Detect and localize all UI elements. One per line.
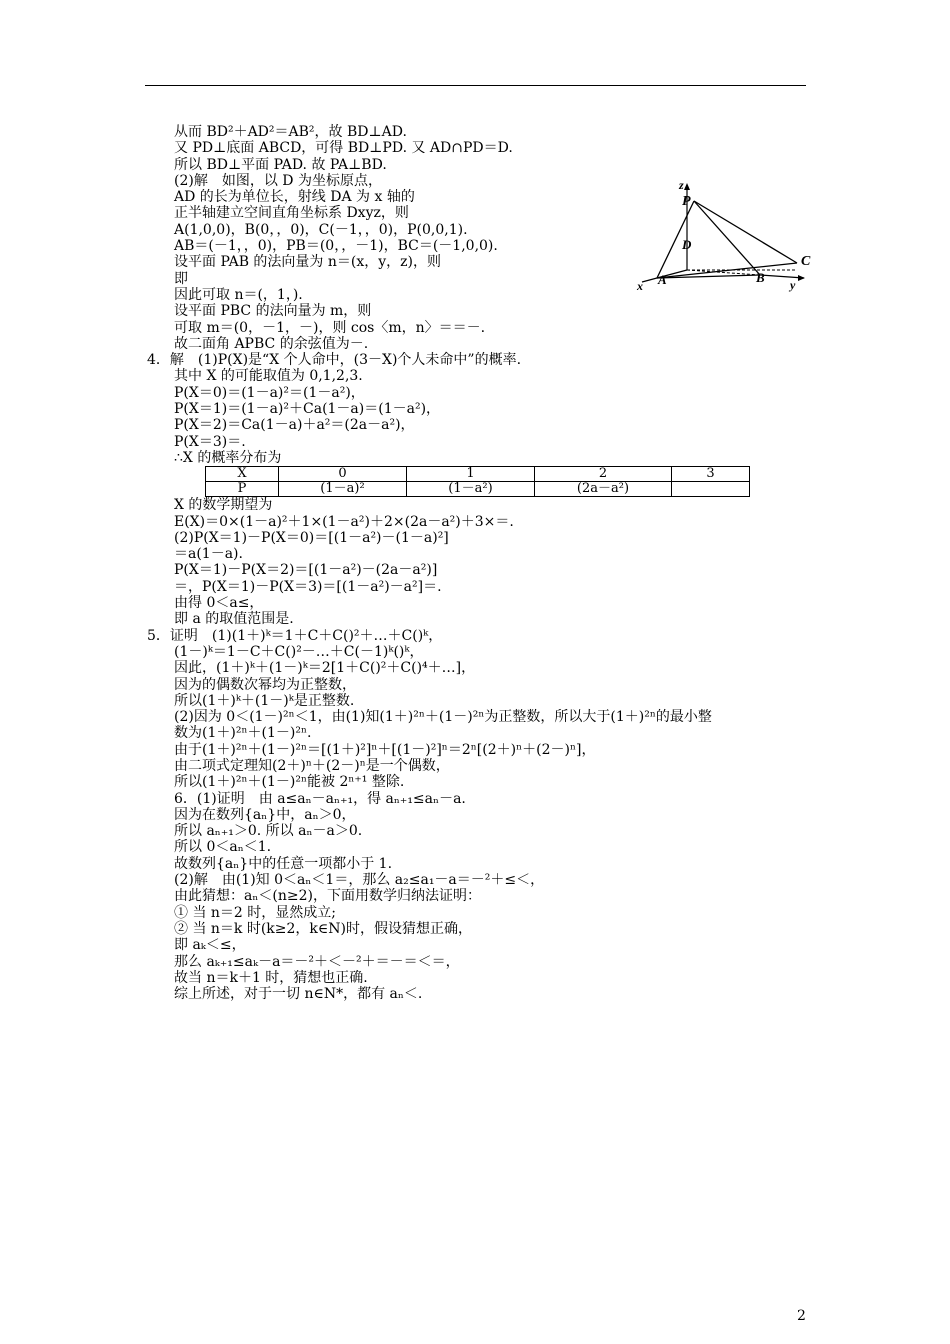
table-cell: P: [206, 482, 279, 497]
text-line: 其中 X 的可能取值为 0,1,2,3.: [174, 368, 363, 385]
table-cell: (2a－a²): [535, 482, 672, 497]
table-cell: (1－a)²: [279, 482, 407, 497]
question-5-heading: 5．证明 (1)(1＋)ᵏ＝1＋C＋C()²＋…＋C()ᵏ，: [147, 627, 443, 644]
label-x: x: [637, 279, 643, 293]
text-line: E(X)＝0×(1－a)²＋1×(1－a²)＋2×(2a－a²)＋3×＝.: [174, 513, 514, 530]
question-4-heading: 4．解 (1)P(X)是“X 个人命中，(3－X)个人未命中”的概率.: [147, 352, 522, 369]
y-arrow-icon: [798, 275, 805, 281]
table-cell: 2: [535, 467, 672, 482]
text-line: P(X＝3)＝.: [174, 433, 246, 450]
text-line: 所以 0＜aₙ＜1.: [174, 839, 272, 856]
text-line: 数为(1＋)²ⁿ＋(1－)²ⁿ.: [174, 725, 312, 742]
text-line: P(X＝1)＝(1－a)²＋Ca(1－a)＝(1－a²)，: [174, 401, 441, 418]
edge-PB: [694, 201, 760, 275]
text-line: 因此，(1＋)ᵏ＋(1－)ᵏ＝2[1＋C()²＋C()⁴＋…]，: [174, 660, 476, 677]
text-line: ＝，P(X＝1)－P(X＝3)＝[(1－a²)－a²]＝.: [174, 578, 442, 595]
text-line: 从而 BD²＋AD²＝AB²，故 BD⊥AD.: [174, 124, 407, 140]
text-line: 所以 aₙ₊₁＞0. 所以 aₙ－a＞0.: [174, 823, 363, 840]
text-line: 即 aₖ＜≤，: [174, 937, 246, 954]
table-row: [206, 467, 750, 482]
text-line: 所以(1＋)ᵏ＋(1－)ᵏ是正整数.: [174, 692, 355, 709]
table-cell: 1: [407, 467, 535, 482]
text-line: 即: [174, 270, 188, 287]
text-line: P(X＝0)＝(1－a)²＝(1－a²)，: [174, 384, 365, 401]
text-line: ② 当 n＝k 时(k≥2，k∈N)时，假设猜想正确，: [174, 920, 472, 937]
text-line: AD 的长为单位长，射线 DA 为 x 轴的: [174, 189, 415, 206]
label-P: P: [682, 194, 691, 209]
text-line: 那么 aₖ₊₁≤aₖ－a＝－²＋＜－²＋＝－＝＜＝，: [174, 953, 460, 970]
text-line: (2)解 如图，以 D 为坐标原点，: [174, 172, 382, 189]
text-line: 所以(1＋)²ⁿ＋(1－)²ⁿ能被 2ⁿ⁺¹ 整除.: [174, 774, 405, 791]
text-line: AB＝(－1，，0)，PB＝(0，，－1)，BC＝(－1,0,0).: [174, 238, 498, 255]
text-line: 由于(1＋)²ⁿ＋(1－)²ⁿ＝[(1＋)²]ⁿ＋[(1－)²]ⁿ＝2ⁿ[(2＋)ⁿ＋(2－)ⁿ]，: [174, 741, 596, 758]
text-line: 因此可取 n＝(，1，).: [174, 286, 303, 303]
text-line: 综上所述，对于一切 n∈N*，都有 aₙ＜.: [174, 986, 423, 1003]
z-arrow-icon: [684, 183, 690, 190]
probability-distribution-table: [205, 466, 750, 497]
label-D: D: [682, 237, 692, 252]
question-6-heading: 6．(1)证明 由 a≤aₙ－aₙ₊₁，得 aₙ₊₁≤aₙ－a.: [174, 790, 466, 807]
label-y: y: [790, 278, 796, 292]
text-line: (2)解 由(1)知 0＜aₙ＜1＝，那么 a₂≤a₁－a＝－²＋≤＜，: [174, 872, 545, 889]
text-line: ① 当 n＝2 时，显然成立;: [174, 904, 336, 921]
text-line: 由得 0＜a≤，: [174, 595, 264, 612]
table-cell: (1－a²): [407, 482, 535, 497]
text-line: 设平面 PAB 的法向量为 n＝(x，y，z)，则: [174, 254, 442, 271]
text-line: X 的数学期望为: [174, 497, 273, 514]
text-line: ∴X 的概率分布为: [174, 449, 282, 466]
text-line: P(X＝1)－P(X＝2)＝[(1－a²)－(2a－a²)]: [174, 562, 438, 579]
text-line: 故二面角 APBC 的余弦值为－.: [174, 335, 369, 352]
text-line: (1－)ᵏ＝1－C＋C()²－…＋C(－1)ᵏ()ᵏ，: [174, 643, 424, 660]
text-line: 故当 n＝k＋1 时，猜想也正确.: [174, 969, 368, 986]
edge-PC: [694, 201, 797, 263]
pyramid-coordinate-figure: [632, 175, 817, 293]
table-row: [206, 482, 750, 497]
text-line: 即 a 的取值范围是.: [174, 611, 294, 628]
text-line: (2)P(X＝1)－P(X＝0)＝[(1－a²)－(1－a)²]: [174, 529, 449, 546]
text-line: (2)因为 0＜(1－)²ⁿ＜1，由(1)知(1＋)²ⁿ＋(1－)²ⁿ为正整数，所以大于(1＋)²ⁿ的最小整: [174, 709, 712, 726]
label-A: A: [658, 272, 667, 287]
text-line: 由二项式定理知(2＋)ⁿ＋(2－)ⁿ是一个偶数，: [174, 757, 450, 774]
y-axis: [760, 275, 804, 278]
label-B: B: [756, 270, 765, 285]
text-line: P(X＝2)＝Ca(1－a)＋a²＝(2a－a²)，: [174, 417, 415, 434]
label-z: z: [679, 178, 684, 192]
text-line: 所以 BD⊥平面 PAD. 故 PA⊥BD.: [174, 156, 387, 173]
table-cell: 3: [672, 467, 750, 482]
table-cell: 0: [279, 467, 407, 482]
page-number: 2: [797, 1308, 806, 1324]
text-line: 由此猜想：aₙ＜(n≥2)，下面用数学归纳法证明：: [174, 888, 481, 905]
text-line: 正半轴建立空间直角坐标系 Dxyz，则: [174, 205, 409, 222]
text-line: 又 PD⊥底面 ABCD，可得 BD⊥PD. 又 AD∩PD＝D.: [174, 140, 513, 157]
table-cell: X: [206, 467, 279, 482]
text-line: 可取 m＝(0，－1，－)，则 cos〈m，n〉＝＝－.: [174, 319, 486, 336]
label-C: C: [801, 254, 811, 269]
text-line: 因为在数列{aₙ}中，aₙ＞0，: [174, 806, 356, 823]
text-line: 设平面 PBC 的法向量为 m，则: [174, 303, 372, 320]
table-cell: [672, 482, 750, 497]
text-line: A(1,0,0)，B(0，，0)，C(－1，，0)，P(0,0,1).: [174, 221, 468, 238]
text-line: 故数列{aₙ}中的任意一项都小于 1.: [174, 855, 393, 872]
header-rule: [145, 85, 806, 86]
text-line: ＝a(1－a).: [174, 546, 243, 563]
text-line: 因为的偶数次幂均为正整数，: [174, 676, 356, 693]
